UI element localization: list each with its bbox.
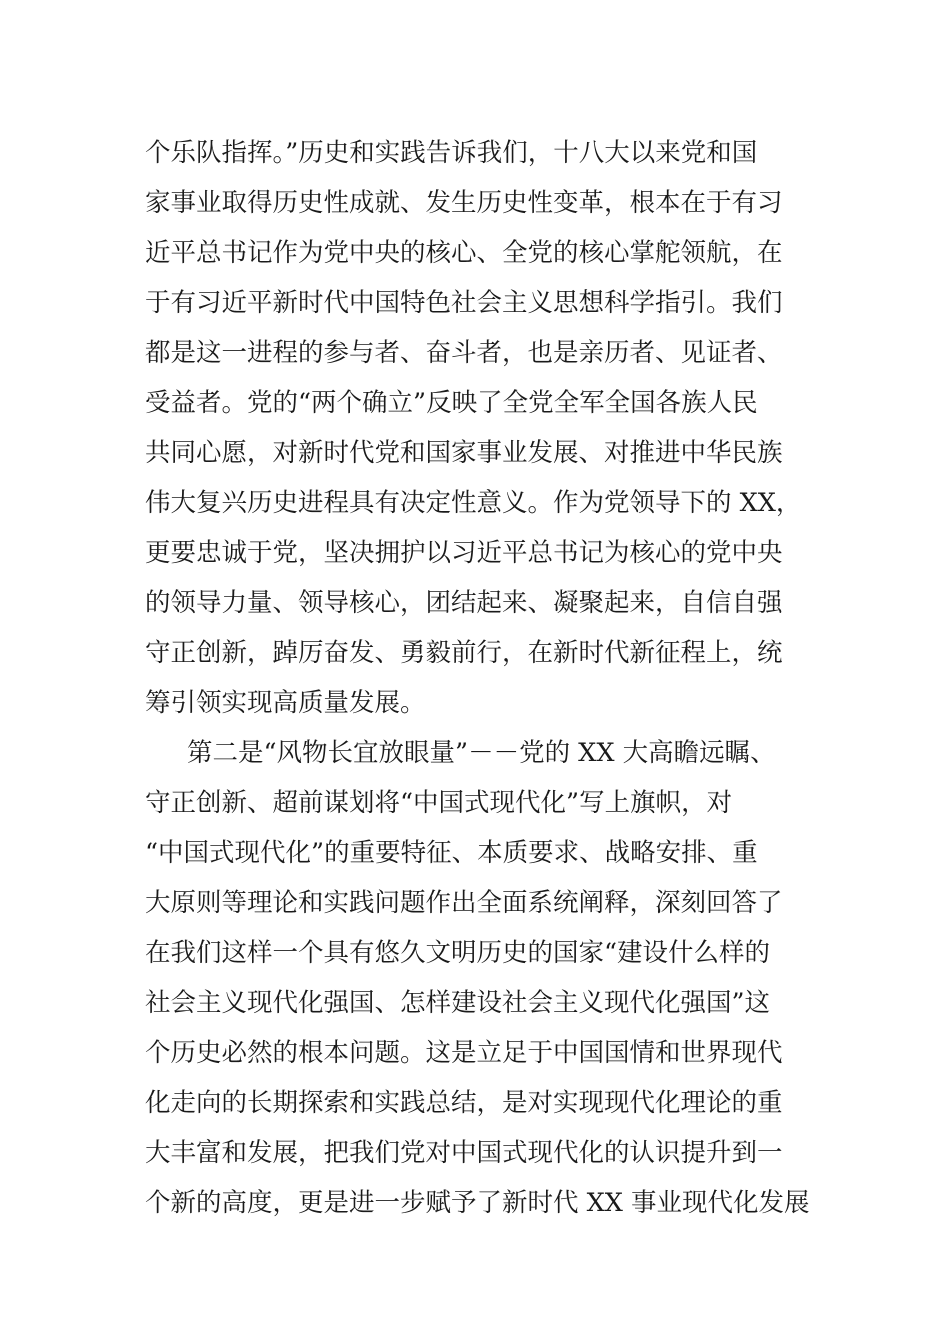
text-line: 都是这一进程的参与者、奋斗者，也是亲历者、见证者、 <box>145 338 783 368</box>
text-line: 近平总书记作为党中央的核心、全党的核心掌舵领航，在 <box>145 238 783 268</box>
paragraph-1 <box>145 128 810 728</box>
text-line: 伟大复兴历史进程具有决定性意义。作为党领导下的 XX， <box>145 488 802 518</box>
text-line-indented: 第二是“风物长宜放眼量”－－党的 XX 大高瞻远瞩、 <box>187 738 776 768</box>
text-line: 家事业取得历史性成就、发生历史性变革，根本在于有习 <box>145 188 783 218</box>
text-line: 守正创新，踔厉奋发、勇毅前行，在新时代新征程上，统 <box>145 638 783 668</box>
text-line: 大丰富和发展，把我们党对中国式现代化的认识提升到一 <box>145 1138 783 1168</box>
text-line: 个新的高度，更是进一步赋予了新时代 XX 事业现代化发展 <box>145 1188 810 1218</box>
text-line: 在我们这样一个具有悠久文明历史的国家“建设什么样的 <box>145 938 771 968</box>
text-line: 守正创新、超前谋划将“中国式现代化”写上旗帜，对 <box>145 788 733 818</box>
text-line: 于有习近平新时代中国特色社会主义思想科学指引。我们 <box>145 288 783 318</box>
body-text <box>145 128 810 1228</box>
text-line: 的领导力量、领导核心，团结起来、凝聚起来，自信自强 <box>145 588 783 618</box>
text-line: 个历史必然的根本问题。这是立足于中国国情和世界现代 <box>145 1038 783 1068</box>
text-line: 大原则等理论和实践问题作出全面系统阐释，深刻回答了 <box>145 888 783 918</box>
text-line: 社会主义现代化强国、怎样建设社会主义现代化强国”这 <box>145 988 771 1018</box>
text-line: 更要忠诚于党，坚决拥护以习近平总书记为核心的党中央 <box>145 538 783 568</box>
text-line: “中国式现代化”的重要特征、本质要求、战略安排、重 <box>145 838 758 868</box>
text-line: 筹引领实现高质量发展。 <box>145 688 426 718</box>
text-line: 共同心愿，对新时代党和国家事业发展、对推进中华民族 <box>145 438 783 468</box>
text-line: 化走向的长期探索和实践总结，是对实现现代化理论的重 <box>145 1088 783 1118</box>
paragraph-2 <box>145 728 810 1228</box>
text-line: 受益者。党的“两个确立”反映了全党全军全国各族人民 <box>145 388 758 418</box>
text-line: 个乐队指挥。”历史和实践告诉我们，十八大以来党和国 <box>145 138 758 168</box>
